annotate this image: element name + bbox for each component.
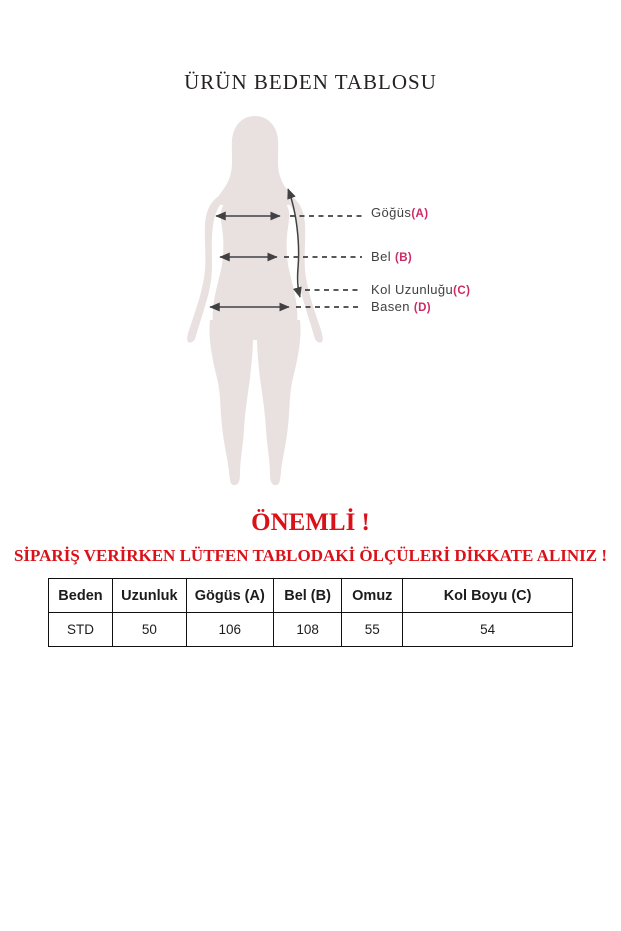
size-table-header-beden: Beden bbox=[49, 579, 113, 613]
silhouette-left-leg bbox=[209, 320, 253, 485]
diagram-label-arm-length bbox=[371, 283, 470, 298]
diagram-label-chest bbox=[371, 206, 428, 221]
diagram-label-hip-text: Basen bbox=[371, 299, 410, 314]
diagram-label-waist bbox=[371, 250, 412, 265]
size-value-beden: STD bbox=[49, 613, 113, 647]
diagram-label-waist-letter: (B) bbox=[395, 252, 413, 264]
diagram-label-chest-text: Göğüs bbox=[371, 205, 412, 220]
diagram-label-hip-letter: (D) bbox=[413, 302, 432, 314]
body-measurement-diagram bbox=[0, 110, 621, 510]
leader-lines bbox=[284, 216, 362, 307]
size-value-uzunluk: 50 bbox=[112, 613, 186, 647]
size-value-omuz: 55 bbox=[342, 613, 403, 647]
size-table-header-uzunluk: Uzunluk bbox=[112, 579, 186, 613]
size-value-bel: 108 bbox=[273, 613, 342, 647]
diagram-label-arm-length-letter: (C) bbox=[453, 285, 471, 297]
size-table-header-omuz: Omuz bbox=[342, 579, 403, 613]
size-table-header-kol-boyu: Kol Boyu (C) bbox=[403, 579, 573, 613]
size-value-kol-boyu: 54 bbox=[403, 613, 573, 647]
warning-message: SİPARİŞ VERİRKEN LÜTFEN TABLODAKİ ÖLÇÜLERİ DİKKATE ALINIZ ! bbox=[13, 546, 608, 565]
size-value-gogus: 106 bbox=[186, 613, 273, 647]
diagram-label-waist-text: Bel bbox=[371, 249, 391, 264]
important-heading: ÖNEMLİ ! bbox=[251, 509, 370, 536]
size-table bbox=[48, 578, 573, 647]
size-table-header-bel: Bel (B) bbox=[273, 579, 342, 613]
body-silhouette-figure bbox=[0, 110, 621, 510]
size-table-header-gogus: Gögüs (A) bbox=[186, 579, 273, 613]
page-title: ÜRÜN BEDEN TABLOSU bbox=[184, 70, 437, 94]
diagram-label-arm-length-text: Kol Uzunluğu bbox=[371, 282, 454, 297]
diagram-label-hip bbox=[371, 300, 431, 315]
size-table-header-row bbox=[49, 579, 573, 613]
size-table-data-row bbox=[49, 613, 573, 647]
silhouette-right-leg bbox=[257, 320, 301, 485]
female-silhouette bbox=[187, 116, 323, 485]
diagram-label-chest-letter: (A) bbox=[411, 208, 429, 220]
